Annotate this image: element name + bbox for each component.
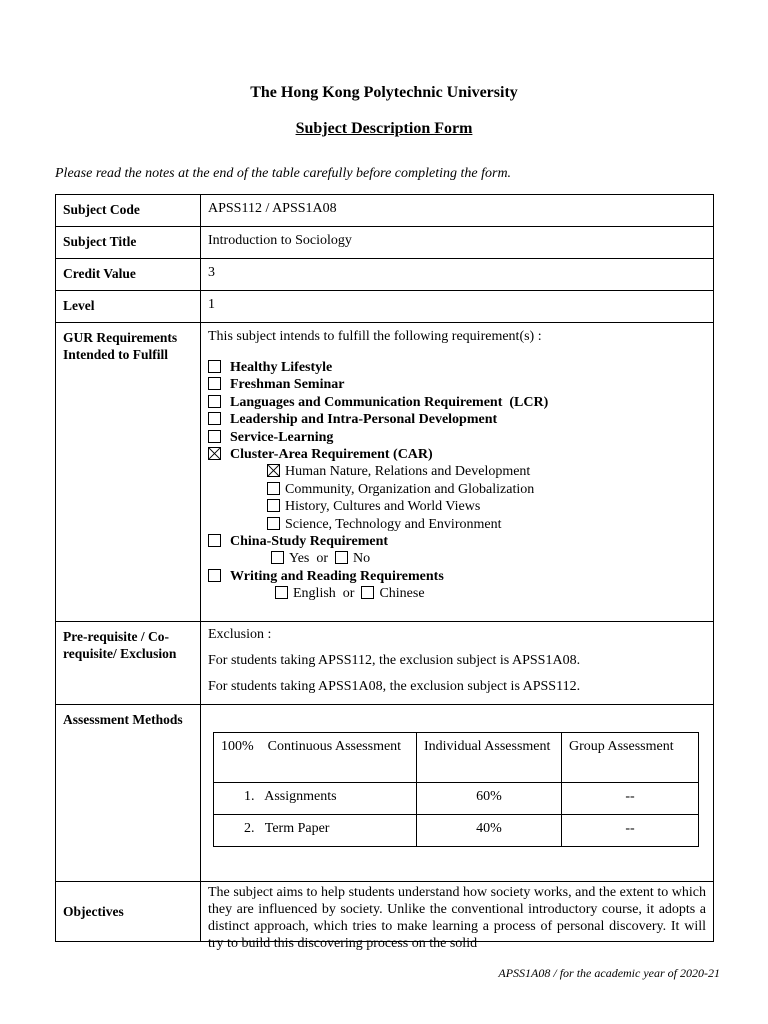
subject-title-value: Introduction to Sociology [201, 227, 714, 259]
table-row [214, 815, 699, 847]
row-level [56, 291, 714, 323]
service-learning-label: Service-Learning [230, 429, 334, 445]
item-individual-weight: 60% [417, 783, 562, 815]
assessment-header-group: Group Assessment [562, 733, 699, 783]
level-value: 1 [201, 291, 714, 323]
lcr-checkbox[interactable] [208, 395, 221, 408]
gur-item-healthy-lifestyle [208, 359, 706, 376]
assessment-header-continuous: 100% Continuous Assessment [214, 733, 417, 783]
item-number: 1. [244, 789, 255, 804]
car-item-science [208, 516, 706, 533]
gur-item-freshman-seminar [208, 376, 706, 393]
credit-value-label: Credit Value [56, 259, 201, 291]
writing-reading-checkbox[interactable] [208, 569, 221, 582]
exclusion-line-1: For students taking APSS112, the exclusion subject is APSS1A08. [208, 653, 581, 668]
car-item-history [208, 498, 706, 515]
gur-item-china-study [208, 533, 706, 550]
row-subject-title [56, 227, 714, 259]
assessment-cell [201, 705, 714, 882]
subject-code-value: APSS112 / APSS1A08 [201, 195, 714, 227]
healthy-lifestyle-label: Healthy Lifestyle [230, 360, 333, 375]
objectives-label: Objectives [56, 882, 201, 942]
gur-requirements [201, 323, 714, 622]
writing-reading-options [208, 585, 706, 602]
yes-checkbox[interactable] [271, 551, 284, 564]
car-item-human-nature [208, 463, 706, 480]
university-name: The Hong Kong Polytechnic University [250, 84, 518, 101]
assessment-item [214, 783, 417, 815]
gur-item-service-learning [208, 429, 706, 446]
item-group-weight: -- [562, 815, 699, 847]
objectives-cell [201, 882, 714, 951]
row-credit-value [56, 259, 714, 291]
table-row [214, 783, 699, 815]
objectives-text: The subject aims to help students understand how society works, and the extent to which they are influenced by society. Unlike the conventional introductory course, it adopts a distinct approach, which tries to make learning a process of personal discovery. It will try to build this discovering process on the solid [208, 885, 706, 951]
row-prerequisite [56, 622, 714, 705]
chinese-label: Chinese [379, 586, 425, 602]
or-text: or [342, 586, 355, 602]
item-individual-weight: 40% [417, 815, 562, 847]
exclusion-heading: Exclusion : [208, 627, 272, 642]
row-gur [56, 323, 714, 622]
car-checkbox[interactable] [208, 447, 221, 460]
assessment-table [213, 732, 699, 847]
or-text: or [316, 551, 329, 567]
item-number: 2. [244, 821, 255, 836]
healthy-lifestyle-checkbox[interactable] [208, 360, 221, 373]
gur-item-writing-reading [208, 568, 706, 585]
car-human-nature-label: Human Nature, Relations and Development [285, 464, 531, 480]
assessment-label: Assessment Methods [56, 705, 201, 882]
footer-text: APSS1A08 / for the academic year of 2020-21 [498, 966, 720, 980]
level-label: Level [56, 291, 201, 323]
china-study-options [208, 550, 706, 567]
instructions-text: Please read the notes at the end of the table carefully before completing the form. [55, 166, 512, 181]
car-history-checkbox[interactable] [267, 499, 280, 512]
assessment-header-row [214, 733, 699, 783]
no-label: No [353, 551, 371, 567]
assessment-item [214, 815, 417, 847]
car-label: Cluster-Area Requirement (CAR) [230, 447, 433, 463]
exclusion-line-2: For students taking APSS1A08, the exclusion subject is APSS112. [208, 679, 581, 694]
service-learning-checkbox[interactable] [208, 430, 221, 443]
car-history-label: History, Cultures and World Views [285, 499, 481, 515]
car-science-checkbox[interactable] [267, 517, 280, 530]
item-name: Assignments [264, 789, 337, 804]
gur-label: GUR Requirements Intended to Fulfill [56, 323, 201, 622]
gur-intro: This subject intends to fulfill the following requirement(s) : [208, 329, 542, 344]
yes-label: Yes [289, 551, 310, 567]
china-study-label: China-Study Requirement [230, 534, 389, 550]
car-item-community [208, 481, 706, 498]
english-label: English [293, 586, 336, 602]
credit-value-value: 3 [201, 259, 714, 291]
gur-item-lcr [208, 394, 706, 411]
prerequisite-value [201, 622, 714, 705]
row-assessment [56, 705, 714, 882]
prerequisite-label: Pre-requisite / Co-requisite/ Exclusion [56, 622, 201, 705]
car-science-label: Science, Technology and Environment [285, 516, 502, 532]
form-title: Subject Description Form [295, 120, 473, 137]
subject-description-table [55, 194, 714, 951]
car-community-checkbox[interactable] [267, 482, 280, 495]
gur-item-car [208, 446, 706, 463]
car-human-nature-checkbox[interactable] [267, 464, 280, 477]
item-name: Term Paper [264, 821, 330, 836]
subject-code-label: Subject Code [56, 195, 201, 227]
leadership-label: Leadership and Intra-Personal Development [230, 412, 498, 428]
freshman-seminar-label: Freshman Seminar [230, 377, 345, 393]
writing-reading-label: Writing and Reading Requirements [230, 568, 444, 584]
china-study-checkbox[interactable] [208, 534, 221, 547]
car-community-label: Community, Organization and Globalization [285, 481, 535, 497]
row-subject-code [56, 195, 714, 227]
assessment-header-individual: Individual Assessment [417, 733, 562, 783]
row-objectives [56, 882, 714, 942]
leadership-checkbox[interactable] [208, 412, 221, 425]
lcr-label: Languages and Communication Requirement (LCR) [230, 394, 549, 410]
freshman-seminar-checkbox[interactable] [208, 377, 221, 390]
english-checkbox[interactable] [275, 586, 288, 599]
subject-title-label: Subject Title [56, 227, 201, 259]
chinese-checkbox[interactable] [361, 586, 374, 599]
no-checkbox[interactable] [335, 551, 348, 564]
gur-item-leadership [208, 411, 706, 428]
item-group-weight: -- [562, 783, 699, 815]
